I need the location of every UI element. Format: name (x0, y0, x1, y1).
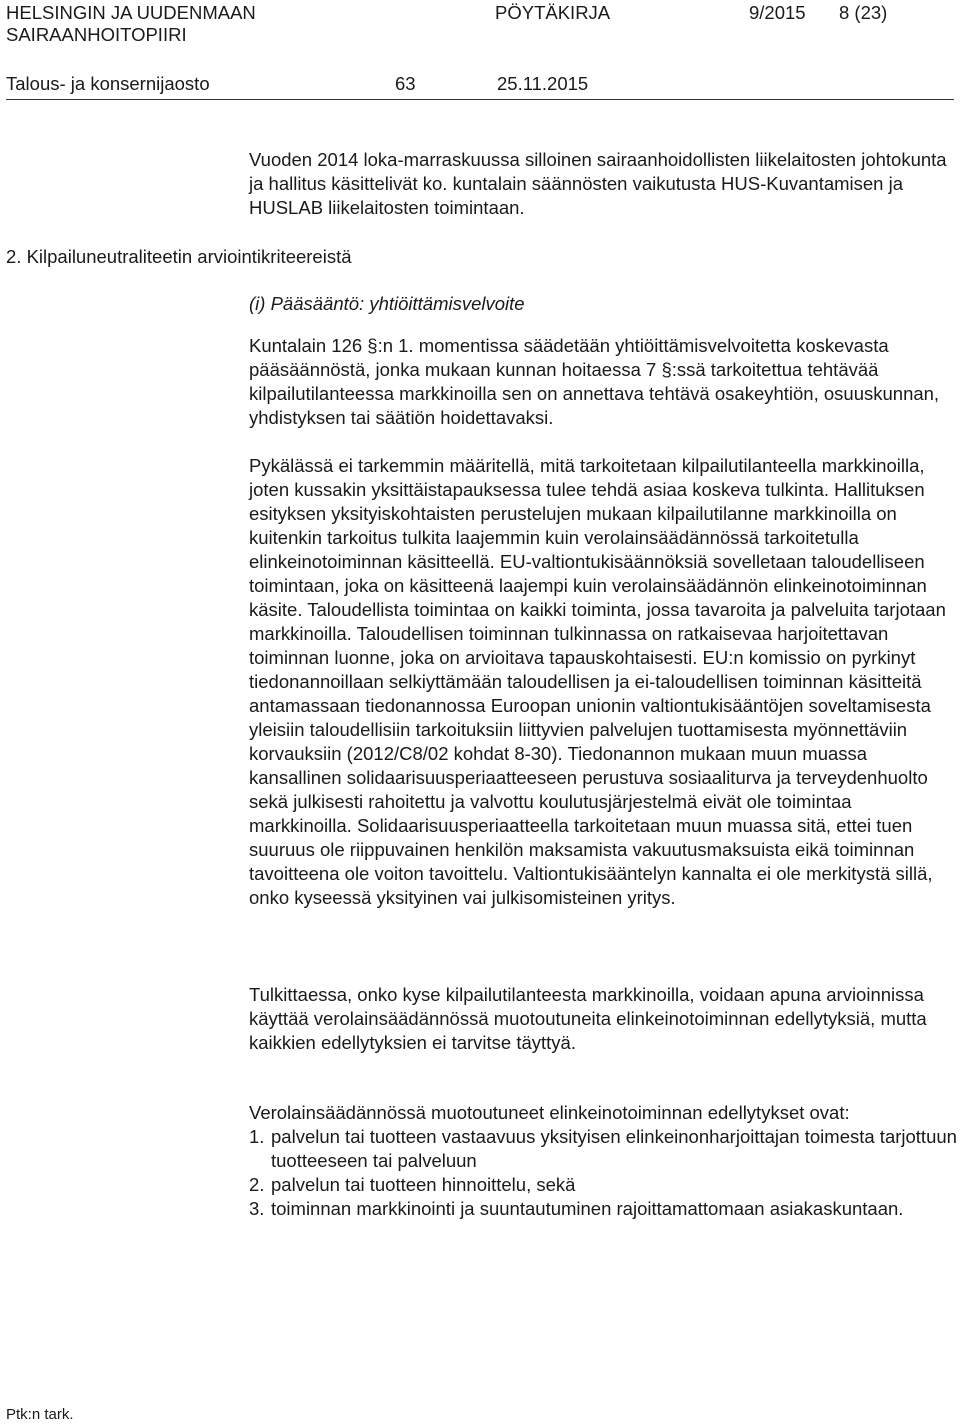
organization-name (6, 2, 256, 46)
criteria-block (249, 1101, 957, 1221)
paragraph-text: Kuntalain 126 §:n 1. momentissa säädetään yhtiöittämisvelvoitetta koskevasta pääsäännöstä, jonka mukaan kunnan hoitaessa 7 §:ssä tarkoitettua tehtävää kilpailutilanteessa markkinoilla sen on annettava tehtävä osakeyhtiön, osuuskunnan, yhdistyksen tai säätiön hoidettavaksi. (249, 335, 940, 428)
list-item-number: 1. (249, 1126, 265, 1147)
subheading-text: (i) Pääsääntö: yhtiöittämisvelvoite (249, 293, 525, 314)
list-item-text: toiminnan markkinointi ja suuntautuminen rajoittamattomaan asiakaskuntaan. (271, 1198, 904, 1219)
paragraph-2 (249, 454, 957, 910)
section-heading: 2. Kilpailuneutraliteetin arviointikriteereistä (6, 246, 352, 267)
document-type: PÖYTÄKIRJA (495, 2, 611, 23)
subheading (249, 292, 957, 316)
list-item (249, 1197, 957, 1221)
minutes-check-footer: Ptk:n tark. (6, 1406, 74, 1423)
intro-text: Vuoden 2014 loka-marraskuussa silloinen sairaanhoidollisten liikelaitosten johtokunta ja hallitus käsittelivät ko. kuntalain säännösten vaikutusta HUS-Kuvantamisen ja HUSLAB liikelaitosten toimintaan. (249, 149, 947, 218)
list-item-number: 3. (249, 1198, 265, 1219)
paragraph-3 (249, 983, 957, 1055)
page-number: 8 (23) (839, 2, 888, 23)
organization-name-line2: SAIRAANHOITOPIIRI (6, 24, 187, 45)
list-item-text: palvelun tai tuotteen hinnoittelu, sekä (271, 1174, 576, 1195)
header-divider (6, 99, 954, 100)
list-item-text: palvelun tai tuotteen vastaavuus yksityisen elinkeinonharjoittajan toimesta tarjottuun tuotteeseen tai palveluun (271, 1126, 957, 1171)
document-number: 9/2015 (749, 2, 806, 23)
list-item-number: 2. (249, 1174, 265, 1195)
meeting-date: 25.11.2015 (497, 73, 589, 94)
paragraph-text: Tulkittaessa, onko kyse kilpailutilanteesta markkinoilla, voidaan apuna arvioinnissa käyttää verolainsäädännössä muotoutuneita elinkeinotoiminnan edellytyksiä, mutta kaikkien edellytyksien ei tarvitse täyttyä. (249, 984, 927, 1053)
list-item (249, 1125, 957, 1173)
criteria-list (249, 1125, 957, 1221)
intro-paragraph (249, 148, 957, 220)
organization-name-line1: HELSINGIN JA UUDENMAAN (6, 2, 256, 23)
list-item (249, 1173, 957, 1197)
paragraph-text: Pykälässä ei tarkemmin määritellä, mitä tarkoitetaan kilpailutilanteella markkinoilla, joten kussakin yksittäistapauksessa tulee tehdä asiaa koskeva tulkinta. Hallituksen esityksen yksityiskohtaisten perustelujen mukaan kilpailutilanne markkinoilla on kuitenkin tarkoitus tulkita laajemmin kuin verolainsäädännössä tarkoitetulla elinkeinotoiminnan käsitteellä. EU-valtiontukisäännöksiä sovelletaan taloudelliseen toimintaan, joka on käsitteenä laajempi kuin verolainsäädännön elinkeinotoiminnan käsite. Taloudellista toimintaa on kaikki toiminta, jossa tavaroita ja palveluita tarjotaan markkinoilla. Taloudellisen toiminnan tulkinnassa on ratkaisevaa harjoitettavan toiminnan luonne, joka on arvioitava tapauskohtaisesti. EU:n komissio on pyrkinyt tiedonannoillaan selkiyttämään taloudellisen ja ei-taloudellisen toiminnan käsitteitä antamassaan tiedonannossa Euroopan unionin valtiontukisääntöjen soveltamisesta yleisiin taloudellisiin tarkoituksiin liittyvien palvelujen tuottamisesta myönnettäviin korvauksiin (2012/C8/02 kohdat 8-30). Tiedonannon mukaan muun muassa kansallinen solidaarisuusperiaatteeseen perustuva sosiaaliturva ja terveydenhuolto sekä julkisesti rahoitettu ja valvottu koulutusjärjestelmä eivät ole toimintaa markkinoilla. Solidaarisuusperiaatteella tarkoitetaan muun muassa sitä, ettei tuen suuruus ole riippuvainen henkilön maksamista vakuutusmaksuista eikä toiminnan tavoitteena ole voiton tavoittelu. Valtiontukisääntelyn kannalta ei ole merkitystä sillä, onko kyseessä yksityinen vai julkisomisteinen yritys. (249, 455, 946, 908)
committee-name: Talous- ja konsernijaosto (6, 73, 210, 94)
section-number: 63 (395, 73, 416, 94)
criteria-intro: Verolainsäädännössä muotoutuneet elinkeinotoiminnan edellytykset ovat: (249, 1102, 850, 1123)
paragraph-1 (249, 334, 957, 430)
